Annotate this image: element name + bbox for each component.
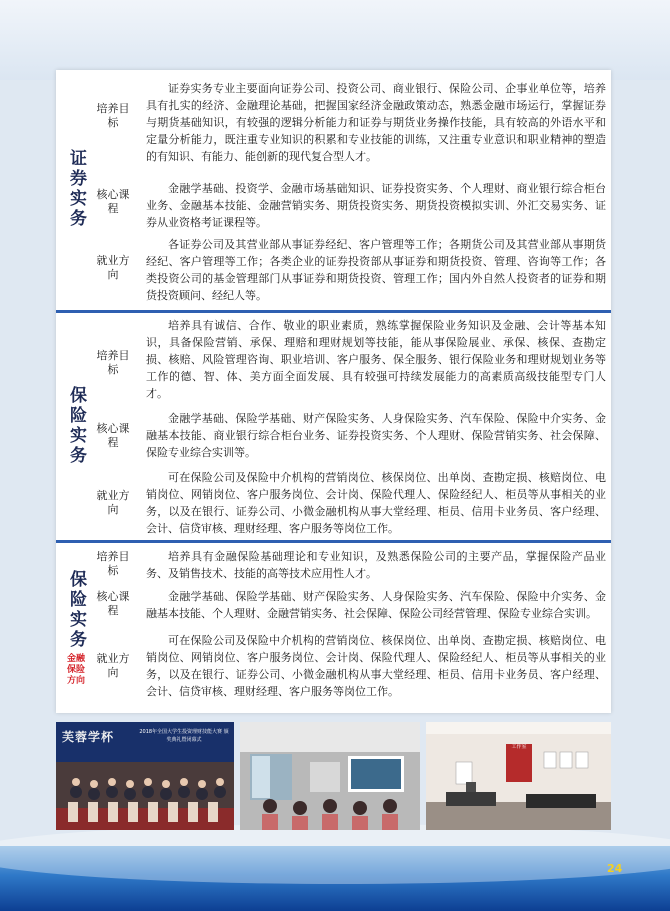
section-insurance-finance [56, 546, 611, 711]
section-securities [56, 70, 611, 308]
row-text: 金融学基础、保险学基础、财产保险实务、人身保险实务、汽车保险、保险中介实务、金融基本技能、商业银行综合柜台业务、证券投资实务、个人理财、保险营销实务、社会保障、保险专业综合实训等。 [146, 412, 606, 459]
page-footer-band [0, 846, 670, 911]
row-courses [96, 410, 611, 464]
row-career [96, 632, 611, 702]
row-text: 培养具有金融保险基础理论和专业知识，及熟悉保险公司的主要产品，掌握保险产品业务、及销售技术、技能的高等技术应用性人才。 [146, 550, 606, 580]
section-divider [56, 310, 611, 313]
row-courses [96, 180, 611, 238]
row-career [96, 469, 611, 539]
row-label: 培养目标 [96, 102, 130, 129]
training-room-photo [426, 722, 611, 830]
section-title [56, 70, 96, 308]
page-number: 24 [607, 862, 623, 875]
row-text: 可在保险公司及保险中介机构的营销岗位、核保岗位、出单岗、查勘定损、核赔岗位、电销岗位、网销岗位、客户服务岗位、会计岗、保险代理人、保险经纪人、柜员等从事相关的业务，以及在银行、证券公司、小微金融机构从事大堂经理、柜员、信用卡业务员、客户经理、会计、信贷审核、理财经理、客户服务等岗位工作。 [146, 471, 606, 535]
section-insurance [56, 315, 611, 537]
page-background-top [0, 0, 670, 80]
row-courses [96, 588, 611, 624]
row-label: 培养目标 [96, 349, 130, 376]
row-text: 证券实务专业主要面向证券公司、投资公司、商业银行、保险公司、企事业单位等，培养具有扎实的经济、金融理论基础，把握国家经济金融政策动态，熟悉金融市场运行，掌握证券与期货基础知识，有较强的逻辑分析能力和证券与期货业务操作技能，具有较高的外语水平和定量分析能力，既注重专业知识的积累和专业技能的训练，又注重专业意识和职业精神的塑造的有知识、有能力、能创新的现代复合型人才。 [146, 82, 606, 163]
section-title-text: 保险实务 [66, 570, 86, 650]
row-text: 培养具有诚信、合作、敬业的职业素质，熟练掌握保险业务知识及金融、会计等基本知识，具备保险营销、承保、理赔和理财规划等技能，能从事保险展业、承保、核保、查勘定损、核赔、风险管理咨询、职业培训、客户服务、保全服务、银行保险业务和理财规划业务等工作的德、智、体、美方面全面发展、具有较强可持续发展能力的高素质高级技能型专门人才。 [146, 319, 606, 400]
section-divider [56, 540, 611, 543]
row-text: 金融学基础、投资学、金融市场基础知识、证券投资实务、个人理财、商业银行综合柜台业务、金融基本技能、金融营销实务、期货投资实务、期货投资模拟实训、外汇交易实务、证券从业资格考证课程等。 [146, 182, 606, 229]
banner-left-text: 芙蓉学杯 [62, 730, 115, 744]
section-title [56, 315, 96, 537]
row-goal [96, 548, 611, 584]
row-text: 可在保险公司及保险中介机构的营销岗位、核保岗位、出单岗、查勘定损、核赔岗位、电销岗位、网销岗位、客户服务岗位、会计岗、保险代理人、保险经纪人、柜员等从事相关的业务，以及在银行、证券公司、小微金融机构从事大堂经理、柜员、信用卡业务员、客户经理、会计、信贷审核、理财经理、客户服务等岗位工作。 [146, 634, 606, 698]
row-label: 培养目标 [96, 550, 130, 577]
row-label: 核心课程 [96, 188, 130, 215]
section-title [56, 546, 96, 711]
ceremony-photo [56, 722, 234, 830]
row-label: 核心课程 [96, 590, 130, 617]
room-sign-text: 工作室 [511, 744, 527, 750]
content-card [56, 70, 611, 713]
row-goal [96, 80, 611, 172]
classroom-photo [240, 722, 420, 830]
section-title-text: 保险实务 [66, 386, 86, 466]
row-career [96, 236, 611, 308]
section-title-text: 证券实务 [66, 149, 86, 229]
banner-right-text: 2018年全国大学生投资理财技能大赛 颁奖典礼暨闭幕式 [139, 729, 229, 743]
row-text: 各证券公司及其营业部从事证券经纪、客户管理等工作；各期货公司及其营业部从事期货经纪、客户管理等工作；各类企业的证券投资部从事证券和期货投资、管理、咨询等工作；各类投资公司的基金管理部门从事证券和期货投资、管理工作；国内外自然人投资者的证券和期货投资顾问、经纪人等。 [146, 238, 606, 302]
row-label: 就业方向 [96, 652, 130, 679]
photo-strip [56, 722, 611, 830]
row-label: 就业方向 [96, 489, 130, 516]
classroom-photo-art [240, 722, 420, 830]
row-label: 核心课程 [96, 422, 130, 449]
row-text: 金融学基础、保险学基础、财产保险实务、人身保险实务、汽车保险、保险中介实务、金融基本技能、个人理财、金融营销实务、社会保障、保险公司经营管理、保险专业综合实训。 [146, 590, 606, 620]
training-room-photo-art [426, 722, 611, 830]
row-label: 就业方向 [96, 254, 130, 281]
row-goal [96, 317, 611, 409]
section-subtitle: 金融保险方向 [66, 654, 85, 686]
